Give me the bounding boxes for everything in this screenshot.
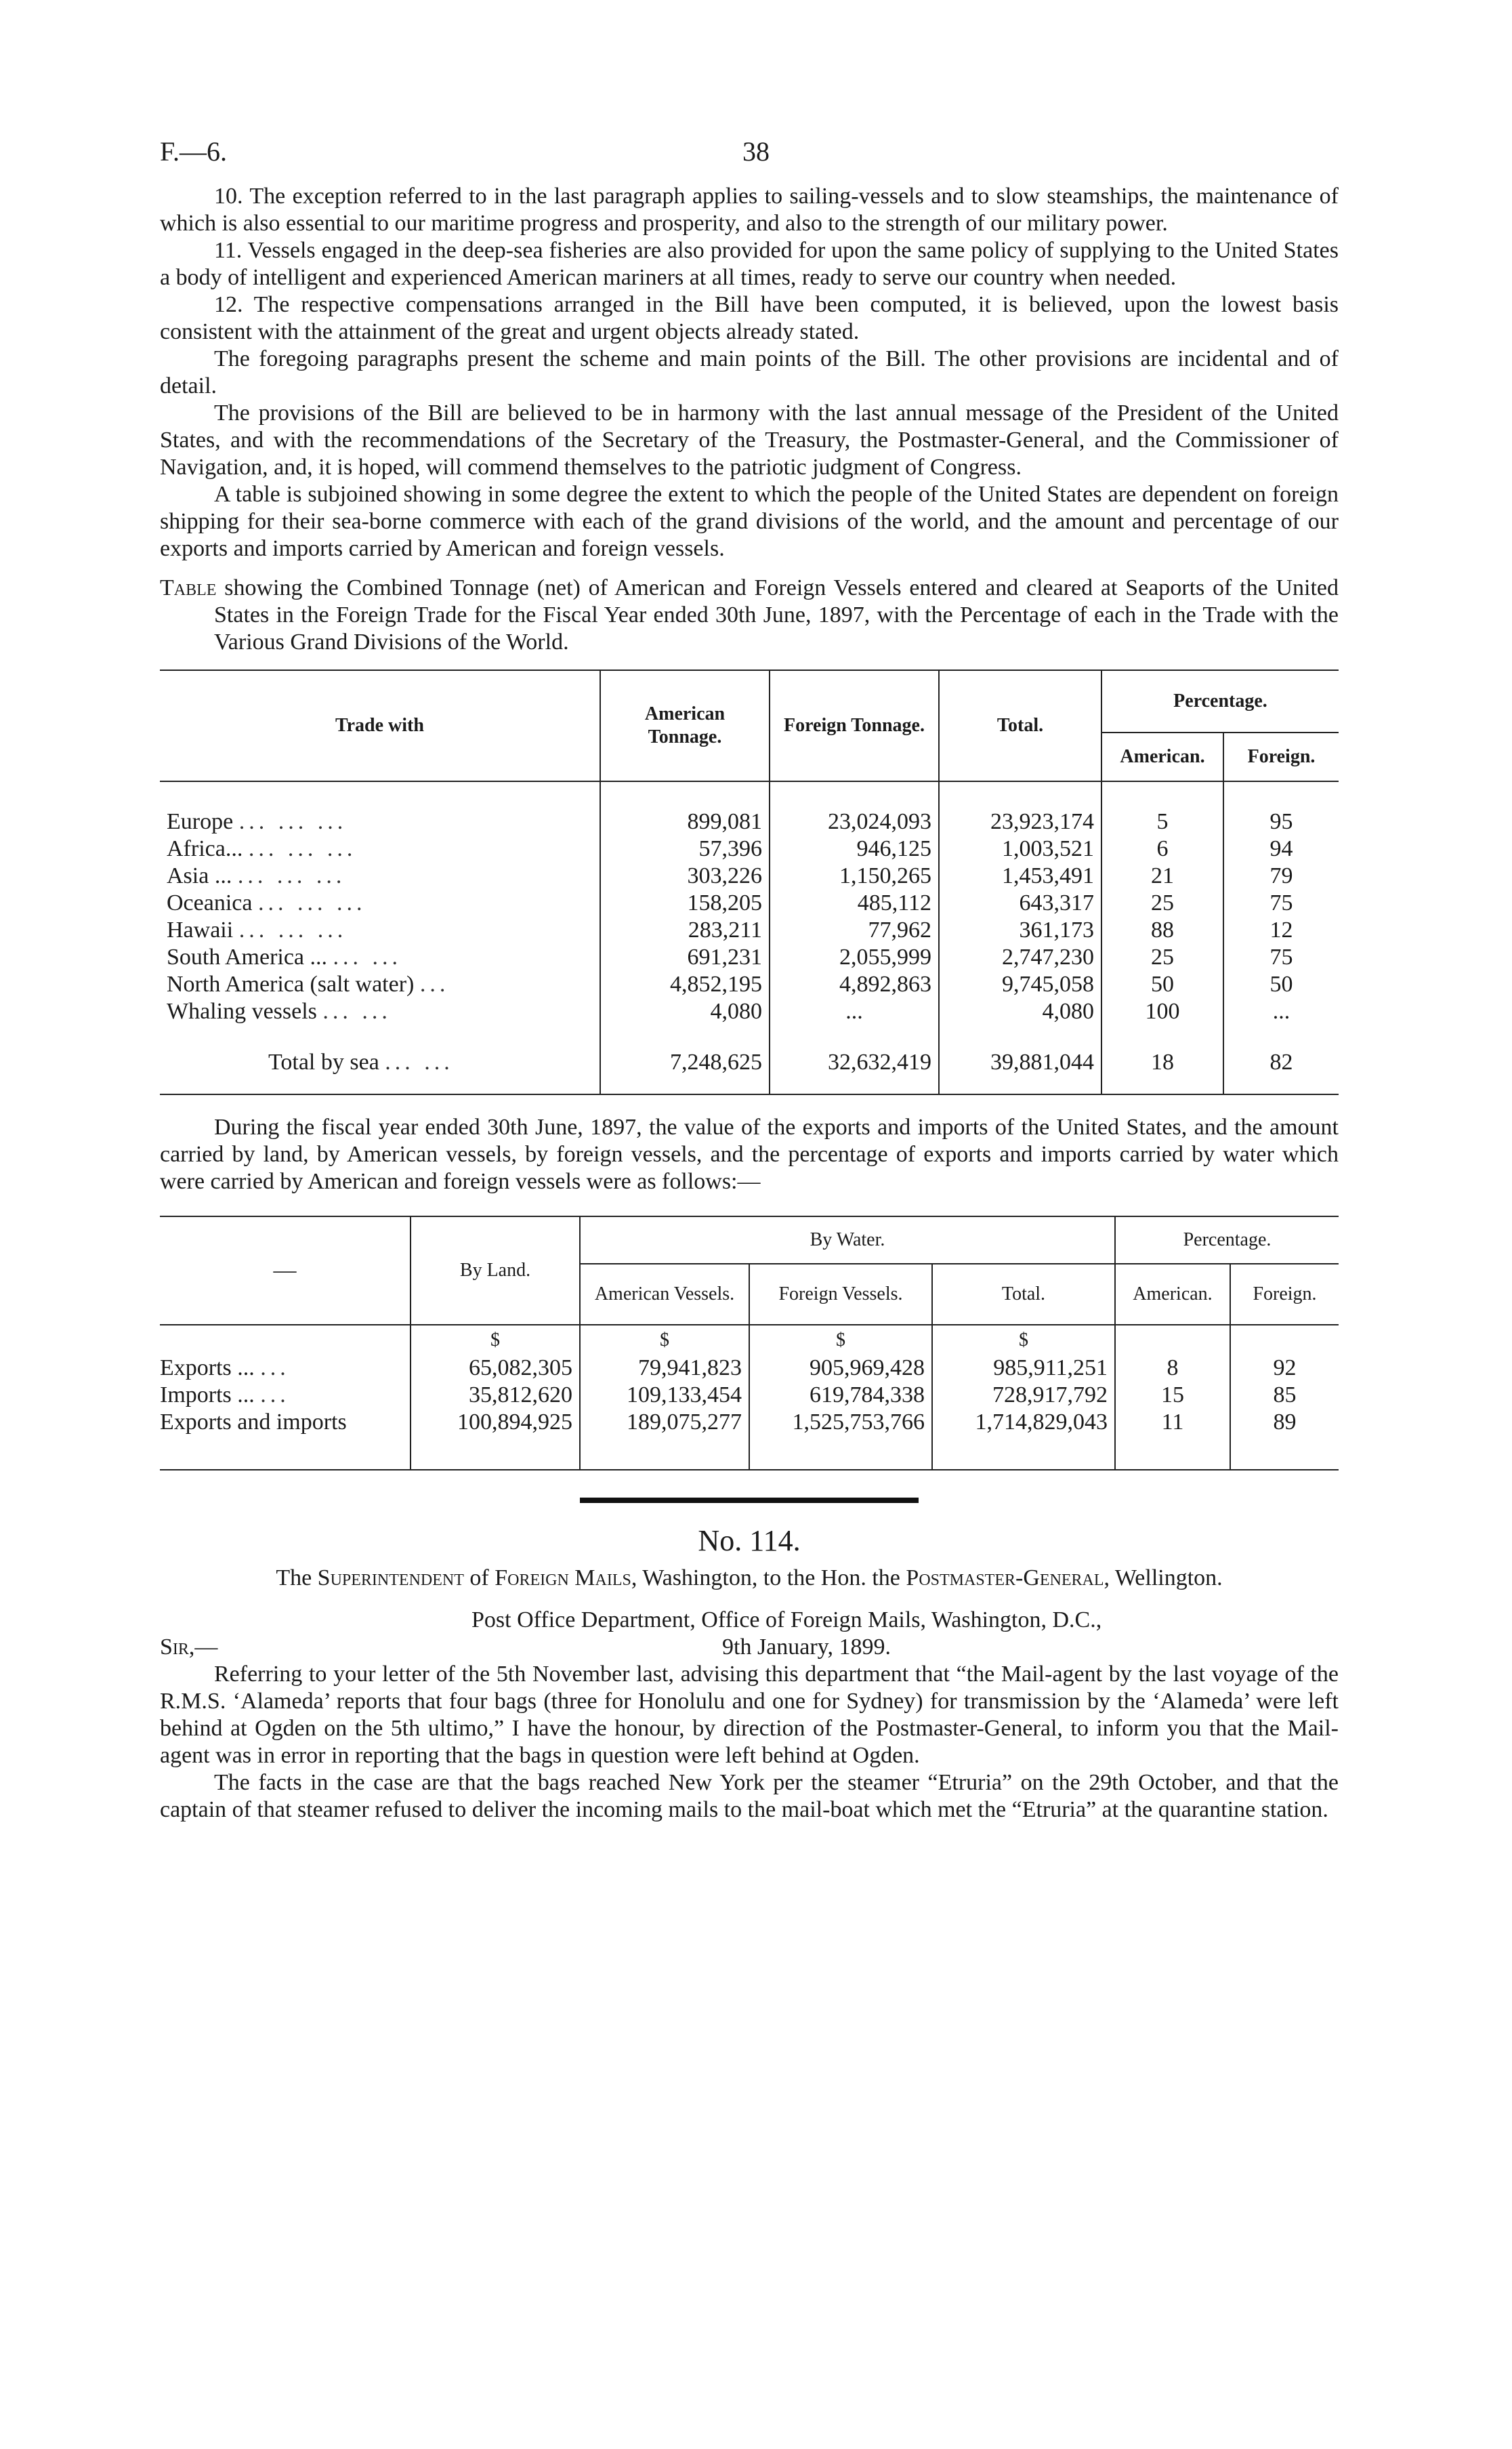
cell-total: 4,080 (939, 998, 1101, 1025)
row-label: North America (salt water) (167, 972, 415, 997)
cell-pct-american: 5 (1101, 808, 1223, 836)
cell-american: 4,852,195 (600, 971, 770, 998)
cell-foreign: 23,024,093 (770, 808, 939, 836)
header-pct-foreign: Foreign. (1230, 1264, 1339, 1325)
row-label: Exports and imports (160, 1409, 347, 1435)
letter-paragraph: Referring to your letter of the 5th November last, advising this department that “the Mail-agent by the last voyage of the R.M.S. ‘Alameda’ reports that four bags (three for Honolulu and one for Sydney) for transmission by the ‘Alameda’ were left behind at Ogden on the 5th ultimo,” I have the honour, by direction of the Postmaster-General, to inform you that the Mail-agent was in error in reporting that the bags in question were left behind at Ogden. (160, 1662, 1339, 1768)
cell-pct-foreign: 75 (1223, 890, 1339, 917)
row-label: Exports ... (160, 1355, 255, 1380)
paragraph: 10. The exception referred to in the last paragraph applies to sailing-vessels and to slow steamships, the maintenance of which is also essential to our maritime progress and prosperity, and also to the strength of our military power. (160, 184, 1339, 236)
letter-heading (201, 1565, 1298, 1592)
heading-text: of (463, 1565, 495, 1590)
paragraph: A table is subjoined showing in some degree the extent to which the people of the United States are dependent on foreign shipping for their sea-borne commerce with each of the grand divisions of the world, and the amount and percentage of our exports and imports carried by American and foreign vessels. (160, 482, 1339, 561)
header-percentage: Percentage. (1115, 1216, 1339, 1264)
cell-foreign: ... (770, 998, 939, 1025)
header-foreign-tonnage: Foreign Tonnage. (770, 670, 939, 781)
paragraph: The foregoing paragraphs present the scheme and main points of the Bill. The other provisions are incidental and of detail. (160, 346, 1339, 398)
leader-dots: ... ... ... (238, 918, 348, 943)
cell-american: 79,941,823 (580, 1355, 749, 1382)
row-label: Imports ... (160, 1382, 255, 1407)
header-pct-american: American. (1115, 1264, 1230, 1325)
table-row (160, 808, 1339, 836)
address-line: Post Office Department, Office of Foreign Mails, Washington, D.C., (471, 1607, 1102, 1632)
cell-pct-american: 6 (1101, 836, 1223, 863)
letter-number: No. 114. (698, 1524, 801, 1557)
cell-pct-foreign: 50 (1223, 971, 1339, 998)
cell-total: 728,917,792 (932, 1382, 1115, 1409)
leader-dots: ... (260, 1355, 290, 1380)
table-row (160, 863, 1339, 890)
cell-total: 9,745,058 (939, 971, 1101, 998)
table-row (160, 1355, 1339, 1382)
header-pct-foreign: Foreign. (1223, 733, 1339, 781)
cell-foreign: 1,525,753,766 (749, 1409, 932, 1436)
heading-text: The (276, 1565, 318, 1590)
page-header (160, 136, 1339, 183)
cell-pct-american: 25 (1101, 944, 1223, 971)
header-total: Total. (939, 670, 1101, 781)
cell-pct-american: 15 (1115, 1382, 1230, 1409)
cell-american: 303,226 (600, 863, 770, 890)
paragraph: 12. The respective compensations arranged in the Bill have been computed, it is believed, upon the lowest basis consistent with the attainment of the great and urgent objects already stated. (160, 292, 1339, 344)
table1-caption-lead: Table (160, 575, 217, 600)
leader-dots: ... ... ... (257, 890, 366, 915)
cell-pct-american: 100 (1101, 998, 1223, 1025)
cell-american: 4,080 (600, 998, 770, 1025)
header-dash: — (160, 1216, 411, 1325)
row-label: Asia ... (167, 863, 232, 888)
paragraph: 11. Vessels engaged in the deep-sea fisheries are also provided for upon the same policy of supplying to the United States a body of intelligent and experienced American mariners at all times, ready to serve our country when needed. (160, 238, 1339, 290)
leader-dots: ... ... ... (248, 836, 357, 861)
table-row (160, 1382, 1339, 1409)
header-foreign-vessels: Foreign Vessels. (749, 1264, 932, 1325)
cell-pct-american: 88 (1101, 917, 1223, 944)
cell-pct-american: 8 (1115, 1355, 1230, 1382)
cell-foreign: 4,892,863 (770, 971, 939, 998)
cell-american: 109,133,454 (580, 1382, 749, 1409)
tonnage-table (160, 670, 1339, 1095)
cell-pct-foreign: 95 (1223, 808, 1339, 836)
cell-american: 7,248,625 (600, 1046, 770, 1079)
cell-pct-foreign: 75 (1223, 944, 1339, 971)
header-american-tonnage: American Tonnage. (600, 670, 770, 781)
leader-dots: ... (419, 972, 450, 997)
row-label: Total by sea (268, 1050, 379, 1075)
cell-by-land: 65,082,305 (411, 1355, 580, 1382)
cell-pct-foreign: 85 (1230, 1382, 1339, 1409)
cell-total: 361,173 (939, 917, 1101, 944)
cell-by-land: 100,894,925 (411, 1409, 580, 1436)
table-row (160, 1409, 1339, 1436)
heading-superintendent: Superintendent (317, 1565, 464, 1590)
letter-paragraph: The facts in the case are that the bags reached New York per the steamer “Etruria” on the 29th October, and that the captain of that steamer refused to deliver the incoming mails to the mail-boat which met the “Etruria” at the quarantine station. (160, 1770, 1339, 1822)
currency-symbol: $ (932, 1325, 1115, 1355)
table-row (160, 836, 1339, 863)
leader-dots: ... ... ... (237, 863, 346, 888)
cell-pct-american: 11 (1115, 1409, 1230, 1436)
leader-dots: ... (260, 1382, 290, 1407)
salutation: Sir,— (160, 1634, 218, 1660)
row-label: Africa... (167, 836, 243, 861)
cell-pct-foreign: 89 (1230, 1409, 1339, 1436)
row-label: Whaling vessels (167, 999, 317, 1024)
letter-address (160, 1607, 1339, 1661)
table-total-row (160, 1046, 1339, 1079)
cell-american: 189,075,277 (580, 1409, 749, 1436)
cell-foreign: 77,962 (770, 917, 939, 944)
cell-total: 2,747,230 (939, 944, 1101, 971)
cell-total: 643,317 (939, 890, 1101, 917)
cell-total: 1,003,521 (939, 836, 1101, 863)
cell-foreign: 946,125 (770, 836, 939, 863)
cell-pct-american: 25 (1101, 890, 1223, 917)
leader-dots: ... ... ... (238, 809, 348, 834)
currency-symbol: $ (411, 1325, 580, 1355)
table-row (160, 998, 1339, 1025)
page-number: 38 (742, 136, 770, 167)
letter-date: 9th January, 1899. (722, 1634, 891, 1660)
cell-foreign: 32,632,419 (770, 1046, 939, 1079)
table1-caption-text: showing the Combined Tonnage (net) of American and Foreign Vessels entered and cleared at Seaports of the United States in the Foreign Trade for the Fiscal Year ended 30th June, 1897, with the Percentage of each in the Trade with the Various Grand Divisions of the World. (214, 575, 1339, 655)
header-total: Total. (932, 1264, 1115, 1325)
cell-pct-foreign: 12 (1223, 917, 1339, 944)
header-american-vessels: American Vessels. (580, 1264, 749, 1325)
cell-pct-american: 21 (1101, 863, 1223, 890)
cell-american: 158,205 (600, 890, 770, 917)
cell-foreign: 1,150,265 (770, 863, 939, 890)
row-label: Europe (167, 809, 234, 834)
header-by-land: By Land. (411, 1216, 580, 1325)
document-page (160, 136, 1339, 1824)
row-label: Hawaii (167, 918, 234, 943)
currency-symbol: $ (749, 1325, 932, 1355)
cell-pct-foreign: ... (1223, 998, 1339, 1025)
cell-american: 283,211 (600, 917, 770, 944)
cell-pct-american: 18 (1101, 1046, 1223, 1079)
cell-total: 1,714,829,043 (932, 1409, 1115, 1436)
paragraph: During the fiscal year ended 30th June, 1897, the value of the exports and imports of the United States, and the amount carried by land, by American vessels, by foreign vessels, and the percentage of exports and imports carried by water which were carried by American and foreign vessels were as follows:— (160, 1115, 1339, 1194)
header-trade-with: Trade with (160, 670, 600, 781)
heading-foreign-mails: Foreign Mails (495, 1565, 631, 1590)
leader-dots: ... ... (333, 945, 402, 970)
cell-pct-foreign: 94 (1223, 836, 1339, 863)
cell-american: 57,396 (600, 836, 770, 863)
heading-postmaster-general: Postmaster-General (906, 1565, 1104, 1590)
cell-pct-foreign: 92 (1230, 1355, 1339, 1382)
cell-total: 985,911,251 (932, 1355, 1115, 1382)
paragraph: The provisions of the Bill are believed to be in harmony with the last annual message of the President of the United States, and with the recommendations of the Secretary of the Treasury, the Postmaster-General, and the Commissioner of Navigation, and, it is hoped, will commend themselves to the patriotic judgment of Congress. (160, 400, 1339, 480)
heading-text: , Washington, to the Hon. the (631, 1565, 906, 1590)
cell-foreign: 619,784,338 (749, 1382, 932, 1409)
cell-pct-foreign: 82 (1223, 1046, 1339, 1079)
cell-pct-foreign: 79 (1223, 863, 1339, 890)
document-reference: F.—6. (160, 136, 228, 167)
cell-total: 39,881,044 (939, 1046, 1101, 1079)
leader-dots: ... ... (322, 999, 392, 1024)
cell-by-land: 35,812,620 (411, 1382, 580, 1409)
section-divider (580, 1498, 919, 1503)
leader-dots: ... ... (385, 1050, 454, 1075)
table-row (160, 917, 1339, 944)
cell-american: 691,231 (600, 944, 770, 971)
table-row (160, 890, 1339, 917)
cell-total: 23,923,174 (939, 808, 1101, 836)
heading-text: , Wellington. (1104, 1565, 1223, 1590)
currency-symbol: $ (580, 1325, 749, 1355)
cell-american: 899,081 (600, 808, 770, 836)
header-percentage: Percentage. (1101, 670, 1339, 733)
exports-imports-table (160, 1216, 1339, 1470)
cell-pct-american: 50 (1101, 971, 1223, 998)
header-pct-american: American. (1101, 733, 1223, 781)
table-row (160, 971, 1339, 998)
cell-foreign: 905,969,428 (749, 1355, 932, 1382)
header-by-water: By Water. (580, 1216, 1115, 1264)
cell-foreign: 485,112 (770, 890, 939, 917)
cell-foreign: 2,055,999 (770, 944, 939, 971)
table-row (160, 944, 1339, 971)
cell-total: 1,453,491 (939, 863, 1101, 890)
row-label: Oceanica (167, 890, 253, 915)
table1-caption (160, 575, 1339, 656)
row-label: South America ... (167, 945, 328, 970)
